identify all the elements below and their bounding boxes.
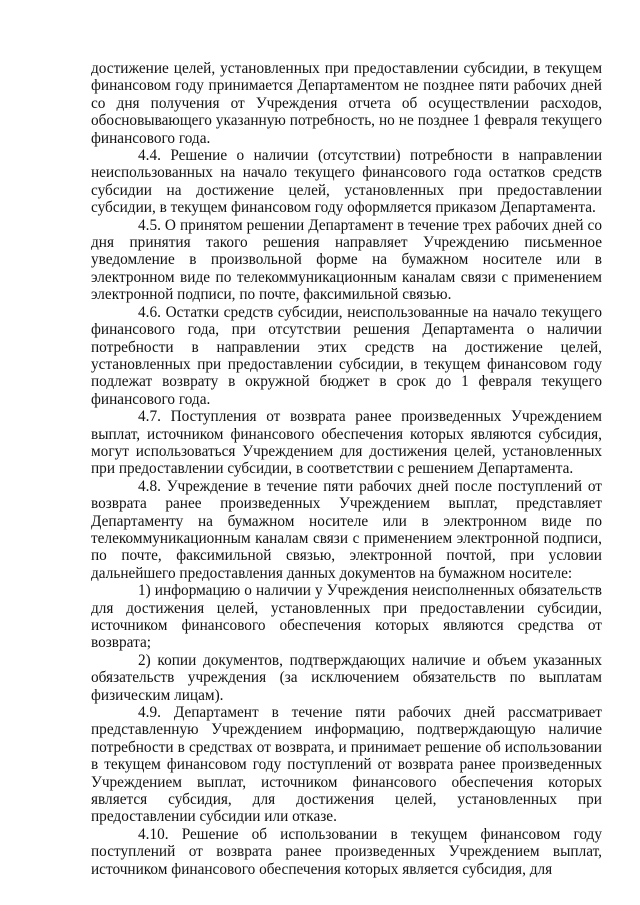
paragraph-4-9: 4.9. Департамент в течение пяти рабочих дней рассматривает представленную Учреждением информацию, подтверждающую наличие потребности в средствах от возврата, и принимает решение об использовании в текущем финансовом году поступлений от возврата ранее произведенных Учреждением выплат, источником финансового обеспечения которых является субсидия, для достижения целей, установленных при предоставлении субсидии или отказе.	[91, 704, 602, 826]
paragraph-4-7: 4.7. Поступления от возврата ранее произведенных Учреждением выплат, источником финансового обеспечения которых являются субсидия, могут использоваться Учреждением для достижения целей, установленных при предоставлении субсидии, в соответствии с решением Департамента.	[91, 408, 602, 478]
paragraph-4-6: 4.6. Остатки средств субсидии, неиспользованные на начало текущего финансового года, при отсутствии решения Департамента о наличии потребности в направлении этих средств на достижение целей, установленных при предоставлении субсидии, в текущем финансовом году подлежат возврату в окружной бюджет в срок до 1 февраля текущего финансового года.	[91, 303, 602, 408]
paragraph-4-8: 4.8. Учреждение в течение пяти рабочих дней после поступлений от возврата ранее произведенных Учреждением выплат, представляет Департаменту на бумажном носителе или в электронном виде по телекоммуникационным каналам связи с применением электронной подписи, по почте, факсимильной связью, электронной почтой, при условии дальнейшего предоставления данных документов на бумажном носителе:	[91, 477, 602, 582]
document-page	[91, 60, 602, 878]
paragraph-continuation: достижение целей, установленных при предоставлении субсидии, в текущем финансовом году принимается Департаментом не позднее пяти рабочих дней со дня получения от Учреждения отчета об осуществлении расходов, обосновывающего указанную потребность, но не позднее 1 февраля текущего финансового года.	[91, 60, 602, 147]
paragraph-4-10: 4.10. Решение об использовании в текущем финансовом году поступлений от возврата ранее произведенных Учреждением выплат, источником финансового обеспечения которых является субсидия, для	[91, 825, 602, 878]
list-item-1: 1) информацию о наличии у Учреждения неисполненных обязательств для достижения целей, установленных при предоставлении субсидии, источником финансового обеспечения которых являются средства от возврата;	[91, 582, 602, 652]
list-item-2: 2) копии документов, подтверждающих наличие и объем указанных обязательств учреждения (за исключением обязательств по выплатам физическим лицам).	[91, 651, 602, 704]
paragraph-4-5: 4.5. О принятом решении Департамент в течение трех рабочих дней со дня принятия такого решения направляет Учреждению письменное уведомление в произвольной форме на бумажном носителе или в электронном виде по телекоммуникационным каналам связи с применением электронной подписи, по почте, факсимильной связью.	[91, 216, 602, 304]
paragraph-4-4: 4.4. Решение о наличии (отсутствии) потребности в направлении неиспользованных на начало текущего финансового года остатков средств субсидии на достижение целей, установленных при предоставлении субсидии, в текущем финансовом году оформляется приказом Департамента.	[91, 147, 602, 217]
